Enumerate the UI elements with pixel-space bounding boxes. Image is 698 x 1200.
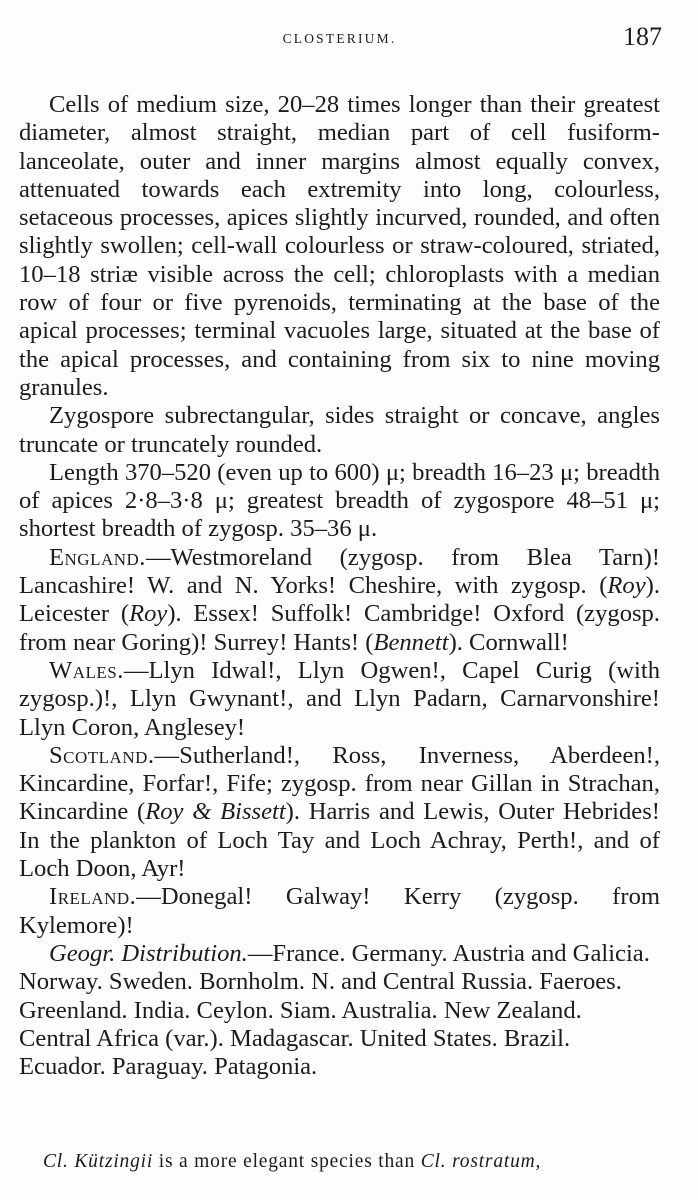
distribution-text: —France. Germany. Austria and Galicia. Norway. Sweden. Bornholm. N. and Central Russia. Faeroes. Greenland. India. Ceylon. Siam. Australia. New Zealand. Central Africa (var.). Madagascar. United States. Brazil. Ecuador. Paraguay. Patagonia.	[19, 939, 650, 1081]
footnote-text: is a more elegant species than	[153, 1151, 421, 1172]
footnote-line	[43, 1150, 663, 1174]
ireland-text: —Donegal! Galway! Kerry (zygosp. from Kylemore)!	[19, 883, 660, 939]
running-head: CLOSTERIUM.	[282, 31, 397, 46]
england-records	[19, 544, 660, 657]
species-description-body	[19, 91, 660, 1081]
england-ref-3: Bennett	[373, 628, 449, 656]
england-label: England.	[49, 543, 146, 571]
england-ref-2: Roy	[129, 600, 168, 628]
footnote-species-2: Cl. rostratum,	[420, 1151, 542, 1172]
scotland-text-1: —Sutherland!, Ross, Inverness, Aberdeen!, Kincardine, Forfar!, Fife; zygosp. from near Gillan in Strachan, Kincardine (	[19, 741, 660, 826]
page-header	[19, 22, 660, 58]
description-paragraph: Cells of medium size, 20–28 times longer than their greatest diameter, almost straight, median part of cell fusiform-lanceolate, outer and inner margins almost equally convex, attenuated towards each extremity into long, colourless, setaceous processes, apices slightly incurved, rounded, and often slightly swollen; cell-wall colourless or straw-coloured, striated, 10–18 striæ visible across the cell; chloroplasts with a median row of four or five pyrenoids, terminating at the base of the apical processes; terminal vacuoles large, situated at the base of the apical processes, and containing from six to nine moving granules.	[19, 91, 660, 401]
page-number: 187	[623, 22, 662, 51]
scotland-text-2: ). Harris and Lewis, Outer Hebrides! In the plankton of Loch Tay and Loch Achray, Perth!, and of Loch Doon, Ayr!	[19, 798, 660, 883]
wales-text: —Llyn Idwal!, Llyn Ogwen!, Capel Curig (with zygosp.)!, Llyn Gwynant!, and Llyn Padarn, Carnarvonshire! Llyn Coron, Anglesey!	[19, 656, 660, 741]
england-ref-1: Roy	[607, 572, 646, 600]
wales-records	[19, 657, 660, 742]
scotland-label: Scotland.	[49, 741, 155, 769]
ireland-records	[19, 883, 660, 940]
england-text-4: ). Cornwall!	[448, 628, 569, 656]
zygospore-paragraph: Zygospore subrectangular, sides straight or concave, angles truncate or truncately rounded.	[19, 402, 660, 458]
distribution-records	[19, 940, 660, 1081]
scotland-records	[19, 742, 660, 883]
england-text-3: ). Essex! Suffolk! Cambridge! Oxford (zygosp. from near Goring)! Surrey! Hants! (	[19, 600, 661, 656]
wales-label: Wales.	[49, 656, 124, 684]
england-text-1: —Westmoreland (zygosp. from Blea Tarn)! Lancashire! W. and N. Yorks! Cheshire, with zygosp. (	[19, 543, 660, 600]
dimensions-paragraph: Length 370–520 (even up to 600) μ; breadth 16–23 μ; breadth of apices 2·8–3·8 μ; greatest breadth of zygospore 48–51 μ; shortest breadth of zygosp. 35–36 μ.	[19, 458, 660, 543]
distribution-label: Geogr. Distribution.	[49, 939, 248, 967]
footnote-species-1: Cl. Kützingii	[43, 1151, 154, 1172]
scotland-ref-1: Roy & Bissett	[145, 798, 286, 826]
ireland-label: Ireland.	[49, 883, 137, 911]
england-text-2: ). Leicester (	[19, 572, 660, 628]
